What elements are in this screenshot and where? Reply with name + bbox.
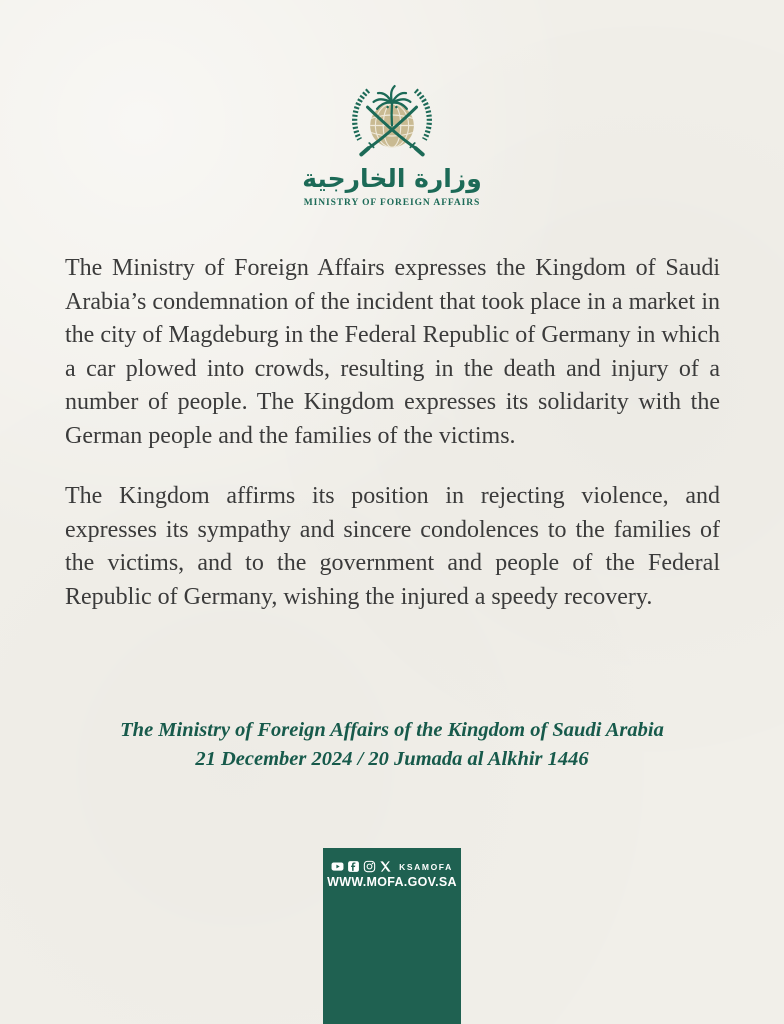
website-link[interactable]: WWW.MOFA.GOV.SA [327, 875, 457, 889]
ministry-english-title: MINISTRY OF FOREIGN AFFAIRS [303, 198, 481, 208]
social-handle: KSAMOFA [399, 861, 453, 872]
statement-paragraph-2: The Kingdom affirms its position in rejecting violence, and expresses its sympathy and sincere condolences to the families of the victims, and to the government and people of the Federal Republic of Germany, wishing the injured a speedy recovery. [65, 483, 720, 610]
ministry-arabic-title: وزارة الخارجية [302, 164, 482, 193]
youtube-icon[interactable] [331, 860, 344, 873]
saudi-mofa-emblem-icon [333, 80, 451, 164]
instagram-icon[interactable] [363, 860, 376, 873]
ministry-header [0, 80, 784, 208]
facebook-icon[interactable] [347, 860, 360, 873]
attribution-date: 21 December 2024 / 20 Jumada al Alkhir 1446 [195, 748, 589, 770]
statement-body [65, 252, 720, 614]
attribution-block [0, 716, 784, 774]
social-row [331, 860, 453, 873]
attribution-source: The Ministry of Foreign Affairs of the Kingdom of Saudi Arabia [120, 719, 664, 741]
x-icon[interactable] [379, 860, 392, 873]
statement-paragraph-1: The Ministry of Foreign Affairs expresses the Kingdom of Saudi Arabia’s condemnation of the incident that took place in a market in the city of Magdeburg in the Federal Republic of Germany in which a car plowed into crowds, resulting in the death and injury of a number of people. The Kingdom expresses its solidarity with the German people and the families of the victims. [65, 255, 720, 449]
footer-ribbon [323, 848, 461, 1024]
